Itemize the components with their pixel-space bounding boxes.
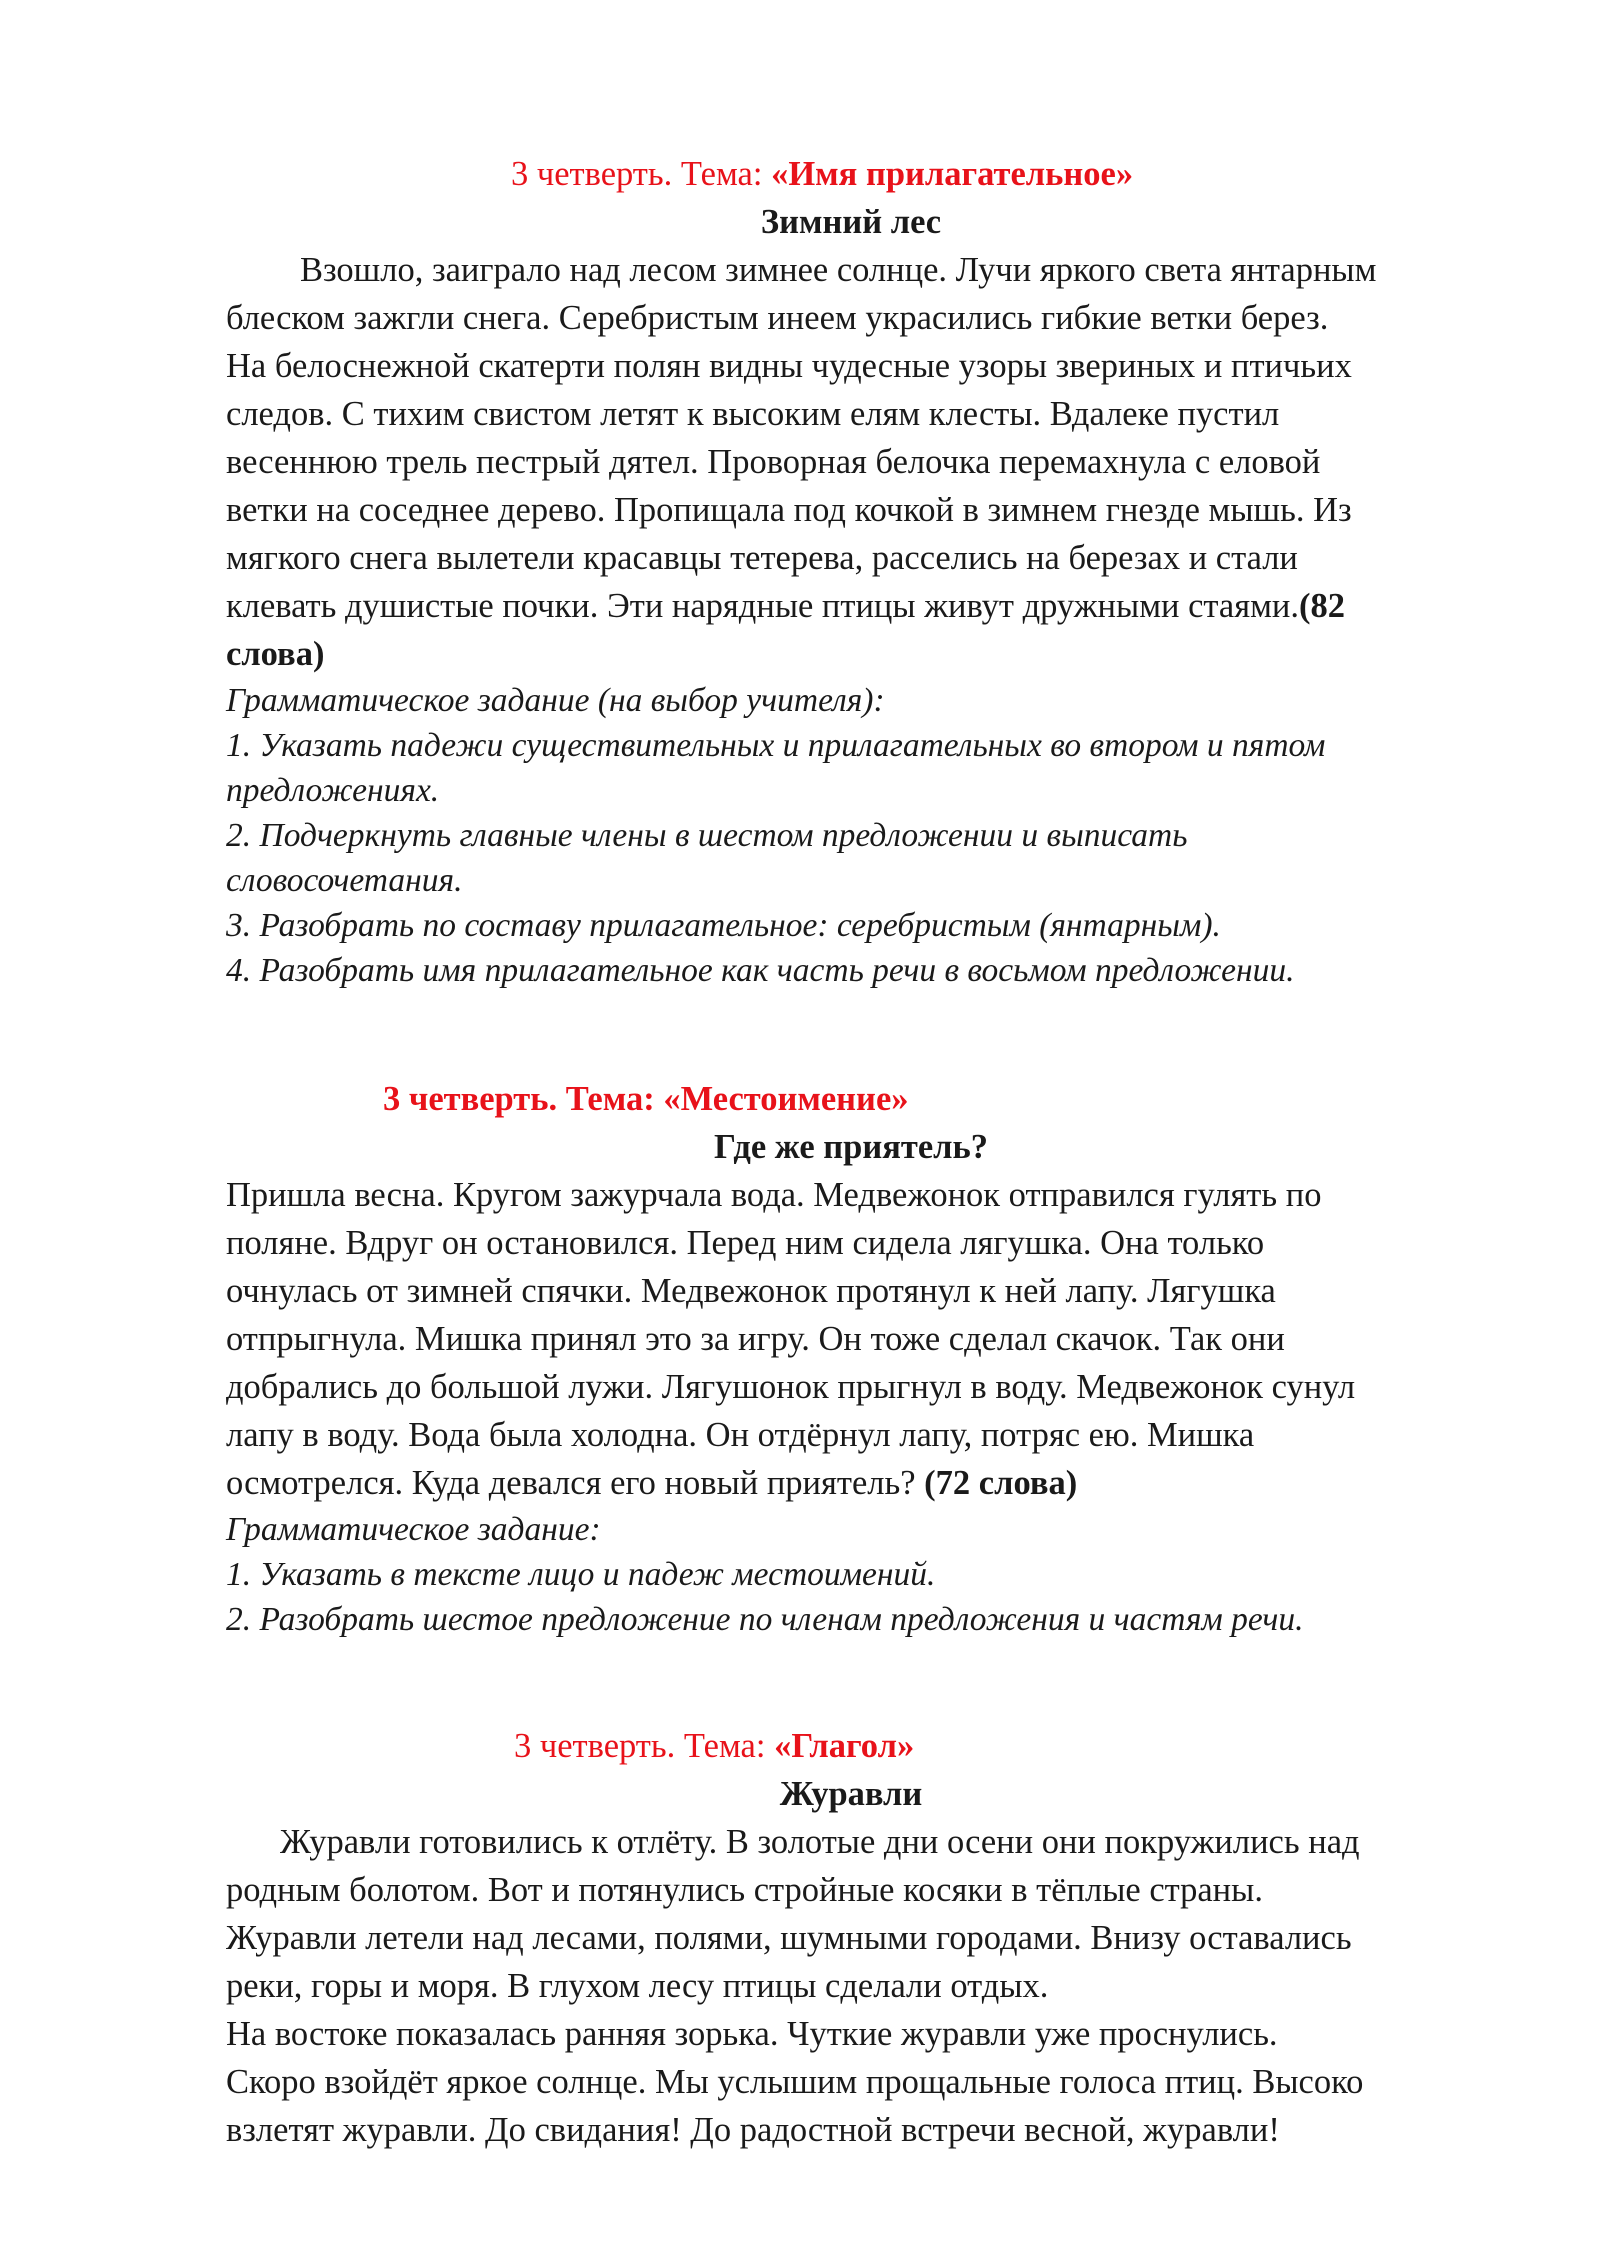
grammar-heading: Грамматическое задание:	[226, 1511, 601, 1548]
grammar-task	[226, 1507, 1476, 1642]
text-title: Зимний лес	[760, 203, 942, 241]
text-line: На востоке показалась ранняя зорька. Чуткие журавли уже проснулись.	[226, 2015, 1278, 2053]
text-line: ветки на соседнее дерево. Пропищала под кочкой в зимнем гнезде мышь. Из	[226, 491, 1352, 529]
text-line-content: осмотрелся. Куда девался его новый приятель?	[226, 1464, 925, 1502]
grammar-heading: Грамматическое задание (на выбор учителя):	[226, 682, 885, 719]
text-line-content: клевать душистые почки. Эти нарядные птицы живут дружными стаями.	[226, 587, 1300, 625]
grammar-item: 1. Указать в тексте лицо и падеж местоимений.	[226, 1556, 936, 1593]
section-pronoun	[226, 1075, 1476, 1642]
word-count-continued: слова)	[226, 635, 325, 673]
text-line: весеннюю трель пестрый дятел. Проворная белочка перемахнула с еловой	[226, 443, 1321, 481]
text-title: Журавли	[779, 1775, 923, 1813]
text-line: отпрыгнула. Мишка принял это за игру. Он тоже сделал скачок. Так они	[226, 1320, 1285, 1358]
text-line: добрались до большой лужи. Лягушонок прыгнул в воду. Медвежонок сунул	[226, 1368, 1356, 1406]
grammar-item: 4. Разобрать имя прилагательное как часть речи в восьмом предложении.	[226, 952, 1295, 989]
heading-prefix: 3 четверть. Тема:	[511, 155, 772, 193]
text-line	[226, 582, 1476, 630]
grammar-item: 1. Указать падежи существительных и прилагательных во втором и пятом	[226, 727, 1326, 764]
text-line: Взошло, заиграло над лесом зимнее солнце. Лучи яркого света янтарным	[300, 251, 1377, 289]
section-spacer	[226, 993, 1476, 1075]
text-line: Пришла весна. Кругом зажурчала вода. Медвежонок отправился гулять по	[226, 1176, 1322, 1214]
text-line: следов. С тихим свистом летят к высоким елям клесты. Вдалеке пустил	[226, 395, 1280, 433]
section-heading	[226, 1722, 1476, 1770]
text-line: поляне. Вдруг он остановился. Перед ним сидела лягушка. Она только	[226, 1224, 1265, 1262]
text-line: Скоро взойдёт яркое солнце. Мы услышим прощальные голоса птиц. Высоко	[226, 2063, 1364, 2101]
text-line: блеском зажгли снега. Серебристым инеем украсились гибкие ветки берез.	[226, 299, 1329, 337]
text-line: родным болотом. Вот и потянулись стройные косяки в тёплые страны.	[226, 1871, 1263, 1909]
grammar-task	[226, 678, 1476, 993]
document-page	[226, 150, 1476, 2154]
text-title: Где же приятель?	[714, 1128, 988, 1166]
section-spacer	[226, 1642, 1476, 1722]
text-line: мягкого снега вылетели красавцы тетерева, расселись на березах и стали	[226, 539, 1298, 577]
grammar-item: 3. Разобрать по составу прилагательное: серебристым (янтарным).	[226, 907, 1221, 944]
section-heading	[226, 150, 1476, 198]
grammar-item: предложениях.	[226, 772, 440, 809]
grammar-item: 2. Разобрать шестое предложение по членам предложения и частям речи.	[226, 1601, 1304, 1638]
text-line: очнулась от зимней спячки. Медвежонок протянул к ней лапу. Лягушка	[226, 1272, 1276, 1310]
heading-topic: «Глагол»	[774, 1727, 915, 1765]
text-line: Журавли летели над лесами, полями, шумными городами. Внизу оставались	[226, 1919, 1352, 1957]
grammar-item: словосочетания.	[226, 862, 463, 899]
text-line: реки, горы и моря. В глухом лесу птицы сделали отдых.	[226, 1967, 1049, 2005]
section-verb	[226, 1722, 1476, 2154]
text-line: взлетят журавли. До свидания! До радостной встречи весной, журавли!	[226, 2111, 1280, 2149]
heading-prefix: 3 четверть. Тема:	[514, 1727, 775, 1765]
word-count: (72 слова)	[924, 1464, 1078, 1502]
word-count: (82	[1299, 587, 1346, 625]
text-line: На белоснежной скатерти полян видны чудесные узоры звериных и птичьих	[226, 347, 1352, 385]
text-line	[226, 1459, 1476, 1507]
section-adjective	[226, 150, 1476, 993]
heading-topic: «Имя прилагательное»	[771, 155, 1134, 193]
grammar-item: 2. Подчеркнуть главные члены в шестом предложении и выписать	[226, 817, 1188, 854]
section-heading: 3 четверть. Тема: «Местоимение»	[383, 1080, 909, 1118]
text-line: лапу в воду. Вода была холодна. Он отдёрнул лапу, потряс ею. Мишка	[226, 1416, 1255, 1454]
text-line: Журавли готовились к отлёту. В золотые дни осени они покружились над	[280, 1823, 1360, 1861]
